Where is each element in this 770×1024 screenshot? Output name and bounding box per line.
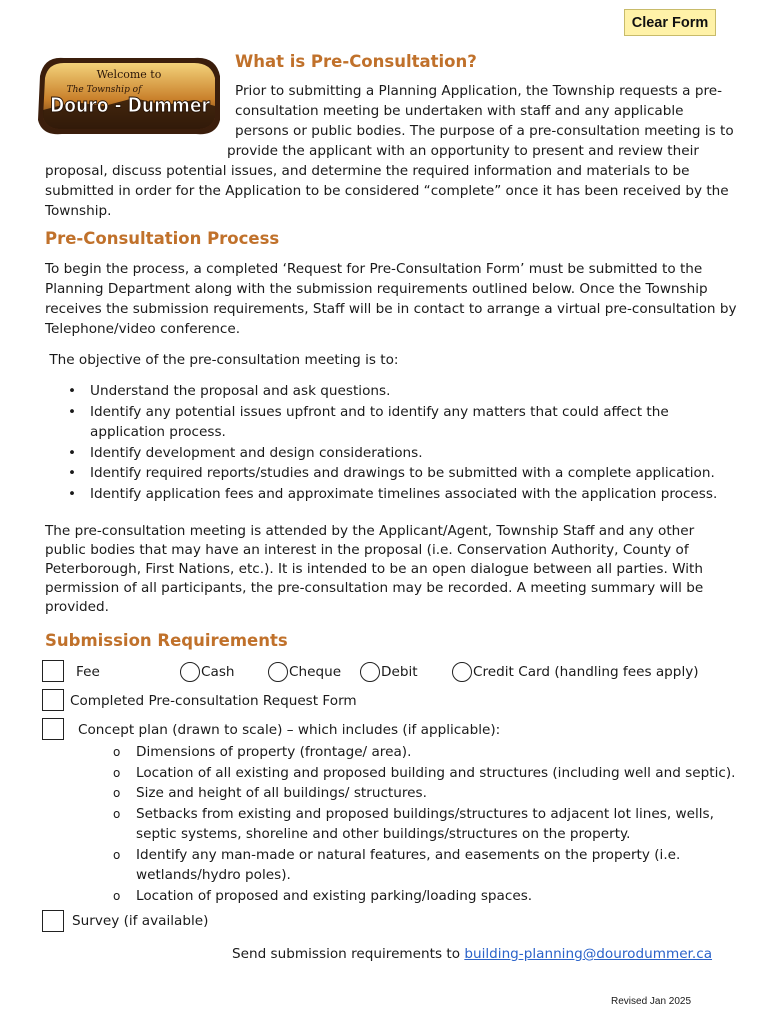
request-form-checkbox[interactable] [42,689,64,711]
objective-intro: The objective of the pre-consultation meeting is to: [45,352,399,368]
list-item [68,402,717,443]
cheque-radio[interactable] [268,662,288,682]
paragraph-line: permission of all participants, the pre-consultation may be recorded. A meeting summary will be [45,580,704,596]
request-form-label: Completed Pre-consultation Request Form [70,693,357,709]
paragraph-line: submitted in order for the Application to be considered “complete” once it has been received by the [45,183,729,199]
logo-name-text: Douro - Dummer [50,93,211,117]
paragraph-line: Peterborough, First Nations, etc.). It is intended to be an open dialogue between all parties. With [45,561,703,577]
list-item [110,845,735,886]
revised-date: Revised Jan 2025 [611,996,692,1007]
paragraph-line: To begin the process, a completed ‘Request for Pre-Consultation Form’ must be submitted to the [45,261,703,277]
list-item-text: • Understand the proposal and ask questions. [90,383,391,399]
intro-paragraph [45,81,734,221]
paragraph-line: persons or public bodies. The purpose of a pre-consultation meeting is to [235,123,734,139]
paragraph-line: Telephone/video conference. [45,321,241,337]
logo-welcome-text: Welcome to [96,68,162,81]
list-item-text: wetlands/hydro poles). [136,867,291,883]
paragraph-line: Planning Department along with the submission requirements outlined below. Once the Township [45,281,708,297]
list-item [110,783,735,804]
intro-heading: What is Pre-Consultation? [235,52,477,71]
list-item [68,484,717,505]
concept-plan-label: Concept plan (drawn to scale) – which includes (if applicable): [78,722,501,738]
debit-label: Debit [381,664,418,680]
list-item-text: o Size and height of all buildings/ structures. [136,785,427,801]
clear-form-button[interactable]: Clear Form [624,9,716,36]
list-item-text: o Location of proposed and existing parking/loading spaces. [136,887,533,904]
list-item [68,443,717,464]
send-text: Send submission requirements to [232,946,465,962]
logo-township-text: The Township of [66,85,142,95]
fee-checkbox[interactable] [42,660,64,682]
paragraph-line: public bodies that may have an interest in the proposal (i.e. Conservation Authority, County of [45,542,689,558]
send-instructions [232,946,712,962]
list-item-text: application process. [90,424,226,440]
cheque-label: Cheque [289,664,342,680]
list-item [110,742,735,763]
list-item-text: • Identify any potential issues upfront and to identify any matters that could affect the [90,403,669,420]
attendance-paragraph [45,522,703,617]
credit-card-label: Credit Card (handling fees apply) [473,664,699,680]
paragraph-line: Township. [45,203,112,219]
credit-card-radio[interactable] [452,662,472,682]
list-item-text: o Setbacks from existing and proposed buildings/structures to adjacent lot lines, wells, [136,805,714,822]
email-link[interactable]: building-planning@dourodummer.ca [464,946,713,962]
concept-plan-checkbox[interactable] [42,718,64,740]
paragraph-line: receives the submission requirements, Staff will be in contact to arrange a virtual pre-consultation by [45,301,737,317]
survey-checkbox[interactable] [42,910,64,932]
list-item-text: • Identify development and design considerations. [90,444,423,461]
cash-radio[interactable] [180,662,200,682]
paragraph-line: provide the applicant with an opportunity to present and review their [227,143,699,159]
list-item [110,804,735,845]
list-item-text: septic systems, shoreline and other buildings/structures on the property. [136,826,631,842]
list-item-text: • Identify application fees and approximate timelines associated with the application process. [90,485,718,502]
list-item-text: o Dimensions of property (frontage/ area). [136,744,412,760]
objective-list [68,381,717,504]
process-heading: Pre-Consultation Process [45,229,280,248]
submission-heading: Submission Requirements [45,631,288,650]
paragraph-line: consultation meeting be undertaken with staff and any applicable [235,103,684,119]
list-item [68,381,717,402]
paragraph-line: provided. [45,599,109,615]
list-item-text: o Location of all existing and proposed building and structures (including well and septic). [136,764,736,781]
debit-radio[interactable] [360,662,380,682]
list-item [110,886,735,907]
survey-label: Survey (if available) [72,913,209,929]
paragraph-line: Prior to submitting a Planning Application, the Township requests a pre- [235,83,723,99]
concept-plan-list [110,742,735,906]
list-item-text: o Identify any man-made or natural features, and easements on the property (i.e. [136,846,681,863]
fee-label: Fee [76,664,100,680]
paragraph-line: proposal, discuss potential issues, and determine the required information and materials to be [45,163,690,179]
cash-label: Cash [201,664,235,680]
process-paragraph [45,259,737,339]
list-item [110,763,735,784]
list-item-text: • Identify required reports/studies and drawings to be submitted with a complete application. [90,465,715,481]
list-item [68,463,717,484]
paragraph-line: The pre-consultation meeting is attended by the Applicant/Agent, Township Staff and any other [45,523,695,539]
